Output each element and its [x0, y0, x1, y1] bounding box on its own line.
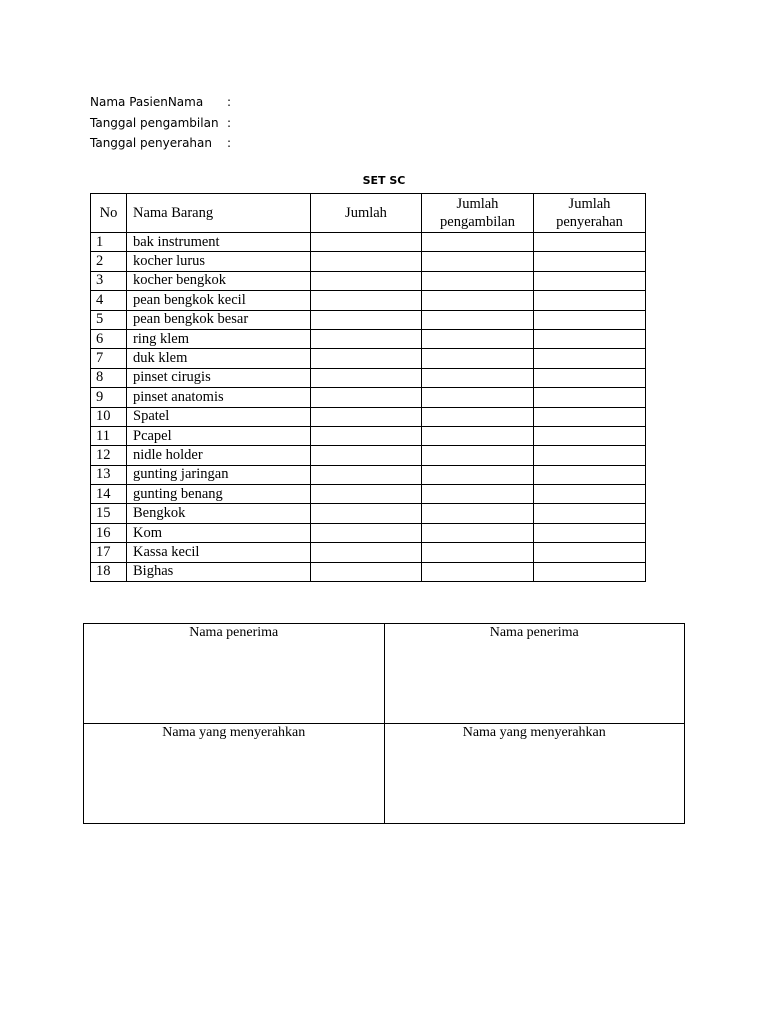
- row-quantity-cell[interactable]: [311, 465, 422, 484]
- row-item-name: duk klem: [127, 349, 311, 368]
- row-number: 18: [91, 562, 127, 581]
- row-pickup-cell[interactable]: [422, 252, 534, 271]
- header-pickup-line1: Jumlah: [456, 196, 499, 212]
- signature-table: [83, 623, 685, 824]
- field-colon: :: [227, 95, 232, 110]
- row-item-name: Bighas: [127, 562, 311, 581]
- field-colon: :: [227, 136, 232, 151]
- row-item-name: bak instrument: [127, 233, 311, 252]
- row-item-name: pean bengkok besar: [127, 310, 311, 329]
- set-title: SET SC: [362, 174, 406, 187]
- table-row: [91, 291, 646, 310]
- header-no: No: [91, 194, 127, 233]
- row-quantity-cell[interactable]: [311, 291, 422, 310]
- row-pickup-cell[interactable]: [422, 465, 534, 484]
- row-item-name: Pcapel: [127, 426, 311, 445]
- return-date-label: Tanggal penyerahan: [90, 136, 212, 151]
- row-return-cell[interactable]: [534, 523, 646, 542]
- row-quantity-cell[interactable]: [311, 446, 422, 465]
- table-row: [91, 329, 646, 348]
- row-quantity-cell[interactable]: [311, 485, 422, 504]
- row-pickup-cell[interactable]: [422, 271, 534, 290]
- row-return-cell[interactable]: [534, 233, 646, 252]
- table-row: [91, 407, 646, 426]
- row-number: 2: [91, 252, 127, 271]
- row-number: 4: [91, 291, 127, 310]
- table-row: [91, 368, 646, 387]
- row-item-name: pinset anatomis: [127, 388, 311, 407]
- row-return-cell[interactable]: [534, 465, 646, 484]
- row-pickup-cell[interactable]: [422, 407, 534, 426]
- row-item-name: Bengkok: [127, 504, 311, 523]
- giver-name-box-right[interactable]: Nama yang menyerahkan: [384, 724, 685, 824]
- row-number: 17: [91, 543, 127, 562]
- row-pickup-cell[interactable]: [422, 485, 534, 504]
- table-header-row: [91, 194, 646, 233]
- row-return-cell[interactable]: [534, 329, 646, 348]
- row-item-name: gunting benang: [127, 485, 311, 504]
- row-return-cell[interactable]: [534, 543, 646, 562]
- row-return-cell[interactable]: [534, 310, 646, 329]
- row-item-name: Kassa kecil: [127, 543, 311, 562]
- row-number: 9: [91, 388, 127, 407]
- row-quantity-cell[interactable]: [311, 349, 422, 368]
- table-row: [91, 252, 646, 271]
- row-quantity-cell[interactable]: [311, 523, 422, 542]
- row-pickup-cell[interactable]: [422, 523, 534, 542]
- row-number: 10: [91, 407, 127, 426]
- row-return-cell[interactable]: [534, 446, 646, 465]
- header-return-line1: Jumlah: [568, 196, 611, 212]
- table-row: [91, 233, 646, 252]
- row-number: 7: [91, 349, 127, 368]
- signature-row-receiver: [84, 624, 685, 724]
- row-item-name: ring klem: [127, 329, 311, 348]
- row-item-name: nidle holder: [127, 446, 311, 465]
- row-item-name: gunting jaringan: [127, 465, 311, 484]
- table-row: [91, 271, 646, 290]
- instrument-table: [90, 193, 646, 582]
- row-pickup-cell[interactable]: [422, 349, 534, 368]
- row-quantity-cell[interactable]: [311, 562, 422, 581]
- pickup-date-label: Tanggal pengambilan: [90, 115, 219, 130]
- row-return-cell[interactable]: [534, 562, 646, 581]
- table-row: [91, 426, 646, 445]
- table-row: [91, 543, 646, 562]
- row-item-name: Spatel: [127, 407, 311, 426]
- row-return-cell[interactable]: [534, 485, 646, 504]
- row-pickup-cell[interactable]: [422, 504, 534, 523]
- row-number: 1: [91, 233, 127, 252]
- row-item-name: Kom: [127, 523, 311, 542]
- table-row: [91, 349, 646, 368]
- row-number: 11: [91, 426, 127, 445]
- row-pickup-cell[interactable]: [422, 446, 534, 465]
- row-pickup-cell[interactable]: [422, 388, 534, 407]
- return-date-field: [90, 133, 237, 154]
- row-return-cell[interactable]: [534, 504, 646, 523]
- row-item-name: kocher lurus: [127, 252, 311, 271]
- field-colon: :: [227, 115, 232, 130]
- header-return-quantity: [534, 194, 646, 233]
- header-quantity: Jumlah: [311, 194, 422, 233]
- table-row: [91, 388, 646, 407]
- receiver-name-box-left[interactable]: Nama penerima: [84, 624, 385, 724]
- row-return-cell[interactable]: [534, 291, 646, 310]
- row-number: 13: [91, 465, 127, 484]
- table-row: [91, 485, 646, 504]
- pickup-date-field: [90, 113, 237, 134]
- header-pickup-line2: pengambilan: [440, 214, 515, 230]
- row-number: 6: [91, 329, 127, 348]
- patient-header: [90, 92, 237, 154]
- signature-row-giver: [84, 724, 685, 824]
- row-quantity-cell[interactable]: [311, 407, 422, 426]
- row-item-name: pean bengkok kecil: [127, 291, 311, 310]
- receiver-name-box-right[interactable]: Nama penerima: [384, 624, 685, 724]
- row-pickup-cell[interactable]: [422, 233, 534, 252]
- row-item-name: kocher bengkok: [127, 271, 311, 290]
- row-quantity-cell[interactable]: [311, 368, 422, 387]
- row-return-cell[interactable]: [534, 252, 646, 271]
- table-row: [91, 465, 646, 484]
- row-number: 16: [91, 523, 127, 542]
- row-number: 8: [91, 368, 127, 387]
- row-pickup-cell[interactable]: [422, 329, 534, 348]
- table-row: [91, 310, 646, 329]
- row-quantity-cell[interactable]: [311, 388, 422, 407]
- row-pickup-cell[interactable]: [422, 291, 534, 310]
- row-pickup-cell[interactable]: [422, 368, 534, 387]
- giver-name-box-left[interactable]: Nama yang menyerahkan: [84, 724, 385, 824]
- table-row: [91, 446, 646, 465]
- row-quantity-cell[interactable]: [311, 310, 422, 329]
- row-return-cell[interactable]: [534, 368, 646, 387]
- row-number: 3: [91, 271, 127, 290]
- header-item-name: Nama Barang: [127, 194, 311, 233]
- patient-name-field: [90, 92, 237, 113]
- row-number: 5: [91, 310, 127, 329]
- row-return-cell[interactable]: [534, 388, 646, 407]
- row-return-cell[interactable]: [534, 349, 646, 368]
- table-row: [91, 504, 646, 523]
- patient-name-label: Nama PasienNama: [90, 95, 204, 110]
- row-number: 12: [91, 446, 127, 465]
- header-pickup-quantity: [422, 194, 534, 233]
- row-item-name: pinset cirugis: [127, 368, 311, 387]
- row-pickup-cell[interactable]: [422, 310, 534, 329]
- row-quantity-cell[interactable]: [311, 543, 422, 562]
- header-return-line2: penyerahan: [556, 214, 623, 230]
- row-pickup-cell[interactable]: [422, 543, 534, 562]
- row-quantity-cell[interactable]: [311, 271, 422, 290]
- row-quantity-cell[interactable]: [311, 504, 422, 523]
- row-quantity-cell[interactable]: [311, 233, 422, 252]
- table-row: [91, 523, 646, 542]
- row-return-cell[interactable]: [534, 271, 646, 290]
- row-pickup-cell[interactable]: [422, 562, 534, 581]
- row-return-cell[interactable]: [534, 407, 646, 426]
- table-row: [91, 562, 646, 581]
- row-quantity-cell[interactable]: [311, 252, 422, 271]
- row-return-cell[interactable]: [534, 426, 646, 445]
- row-quantity-cell[interactable]: [311, 426, 422, 445]
- row-pickup-cell[interactable]: [422, 426, 534, 445]
- row-number: 14: [91, 485, 127, 504]
- row-quantity-cell[interactable]: [311, 329, 422, 348]
- row-number: 15: [91, 504, 127, 523]
